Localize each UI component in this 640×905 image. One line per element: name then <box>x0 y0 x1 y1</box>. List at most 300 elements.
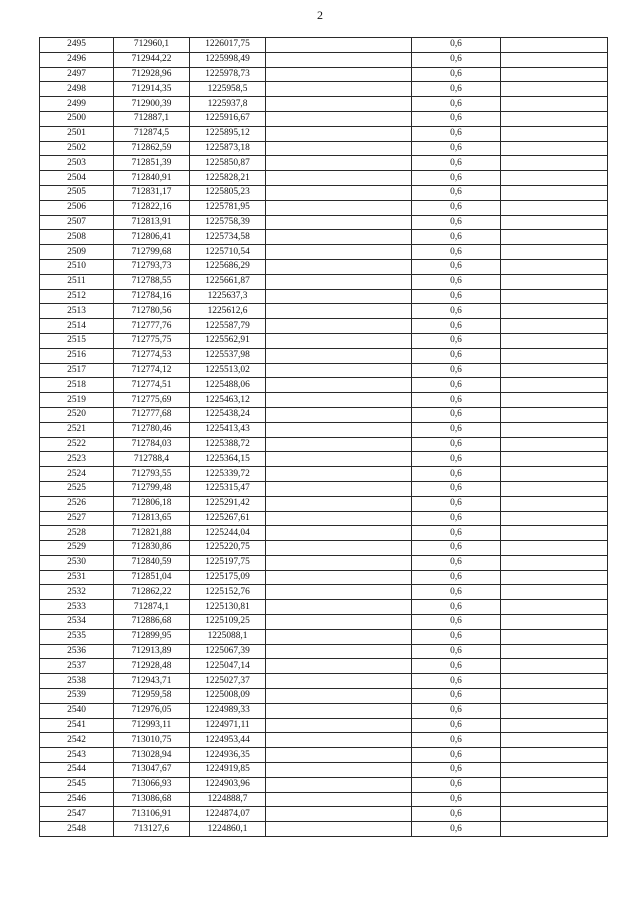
x-coordinate-cell: 712914,35 <box>114 82 190 97</box>
x-coordinate-cell: 712822,16 <box>114 200 190 215</box>
x-coordinate-cell: 712840,59 <box>114 555 190 570</box>
empty-cell <box>501 437 608 452</box>
point-number-cell: 2501 <box>40 126 114 141</box>
point-number-cell: 2523 <box>40 452 114 467</box>
x-coordinate-cell: 712788,4 <box>114 452 190 467</box>
point-number-cell: 2531 <box>40 570 114 585</box>
y-coordinate-cell: 1225413,43 <box>190 422 266 437</box>
point-number-cell: 2534 <box>40 615 114 630</box>
empty-cell <box>501 289 608 304</box>
accuracy-cell: 0,6 <box>412 185 501 200</box>
empty-cell <box>266 777 412 792</box>
y-coordinate-cell: 1224919,85 <box>190 763 266 778</box>
point-number-cell: 2525 <box>40 481 114 496</box>
point-number-cell: 2535 <box>40 629 114 644</box>
empty-cell <box>266 792 412 807</box>
point-number-cell: 2533 <box>40 600 114 615</box>
accuracy-cell: 0,6 <box>412 659 501 674</box>
empty-cell <box>501 407 608 422</box>
table-row <box>40 689 608 704</box>
accuracy-cell: 0,6 <box>412 585 501 600</box>
accuracy-cell: 0,6 <box>412 570 501 585</box>
x-coordinate-cell: 712840,91 <box>114 171 190 186</box>
point-number-cell: 2508 <box>40 230 114 245</box>
point-number-cell: 2537 <box>40 659 114 674</box>
y-coordinate-cell: 1225027,37 <box>190 674 266 689</box>
empty-cell <box>266 348 412 363</box>
accuracy-cell: 0,6 <box>412 600 501 615</box>
x-coordinate-cell: 712960,1 <box>114 38 190 53</box>
table-row <box>40 156 608 171</box>
empty-cell <box>501 422 608 437</box>
empty-cell <box>266 422 412 437</box>
accuracy-cell: 0,6 <box>412 333 501 348</box>
table-row <box>40 230 608 245</box>
empty-cell <box>266 600 412 615</box>
empty-cell <box>501 52 608 67</box>
empty-cell <box>501 600 608 615</box>
table-row <box>40 185 608 200</box>
point-number-cell: 2496 <box>40 52 114 67</box>
point-number-cell: 2495 <box>40 38 114 53</box>
empty-cell <box>266 452 412 467</box>
empty-cell <box>266 141 412 156</box>
x-coordinate-cell: 712959,58 <box>114 689 190 704</box>
y-coordinate-cell: 1225828,21 <box>190 171 266 186</box>
x-coordinate-cell: 712793,73 <box>114 259 190 274</box>
y-coordinate-cell: 1224903,96 <box>190 777 266 792</box>
point-number-cell: 2529 <box>40 541 114 556</box>
accuracy-cell: 0,6 <box>412 733 501 748</box>
point-number-cell: 2530 <box>40 555 114 570</box>
table-row <box>40 777 608 792</box>
point-number-cell: 2536 <box>40 644 114 659</box>
empty-cell <box>266 67 412 82</box>
accuracy-cell: 0,6 <box>412 467 501 482</box>
x-coordinate-cell: 712784,16 <box>114 289 190 304</box>
x-coordinate-cell: 712913,89 <box>114 644 190 659</box>
x-coordinate-cell: 712788,55 <box>114 274 190 289</box>
table-row <box>40 171 608 186</box>
y-coordinate-cell: 1225734,58 <box>190 230 266 245</box>
empty-cell <box>266 363 412 378</box>
point-number-cell: 2507 <box>40 215 114 230</box>
x-coordinate-cell: 713086,68 <box>114 792 190 807</box>
x-coordinate-cell: 712813,91 <box>114 215 190 230</box>
x-coordinate-cell: 712777,68 <box>114 407 190 422</box>
accuracy-cell: 0,6 <box>412 171 501 186</box>
y-coordinate-cell: 1225998,49 <box>190 52 266 67</box>
x-coordinate-cell: 712813,65 <box>114 511 190 526</box>
accuracy-cell: 0,6 <box>412 674 501 689</box>
empty-cell <box>266 718 412 733</box>
y-coordinate-cell: 1225637,3 <box>190 289 266 304</box>
x-coordinate-cell: 712774,53 <box>114 348 190 363</box>
accuracy-cell: 0,6 <box>412 111 501 126</box>
accuracy-cell: 0,6 <box>412 615 501 630</box>
accuracy-cell: 0,6 <box>412 259 501 274</box>
y-coordinate-cell: 1225438,24 <box>190 407 266 422</box>
table-row <box>40 437 608 452</box>
table-row <box>40 111 608 126</box>
y-coordinate-cell: 1225612,6 <box>190 304 266 319</box>
empty-cell <box>501 363 608 378</box>
empty-cell <box>501 703 608 718</box>
accuracy-cell: 0,6 <box>412 541 501 556</box>
x-coordinate-cell: 712784,03 <box>114 437 190 452</box>
y-coordinate-cell: 1225130,81 <box>190 600 266 615</box>
empty-cell <box>266 111 412 126</box>
empty-cell <box>501 674 608 689</box>
empty-cell <box>501 541 608 556</box>
y-coordinate-cell: 1225088,1 <box>190 629 266 644</box>
accuracy-cell: 0,6 <box>412 689 501 704</box>
empty-cell <box>266 38 412 53</box>
x-coordinate-cell: 713047,67 <box>114 763 190 778</box>
table-row <box>40 481 608 496</box>
table-row <box>40 393 608 408</box>
empty-cell <box>266 319 412 334</box>
empty-cell <box>501 319 608 334</box>
x-coordinate-cell: 712775,75 <box>114 333 190 348</box>
x-coordinate-cell: 712887,1 <box>114 111 190 126</box>
x-coordinate-cell: 712793,55 <box>114 467 190 482</box>
x-coordinate-cell: 712830,86 <box>114 541 190 556</box>
empty-cell <box>266 644 412 659</box>
empty-cell <box>266 52 412 67</box>
table-row <box>40 259 608 274</box>
point-number-cell: 2546 <box>40 792 114 807</box>
empty-cell <box>501 215 608 230</box>
empty-cell <box>501 38 608 53</box>
point-number-cell: 2538 <box>40 674 114 689</box>
empty-cell <box>501 585 608 600</box>
empty-cell <box>501 481 608 496</box>
accuracy-cell: 0,6 <box>412 304 501 319</box>
point-number-cell: 2548 <box>40 822 114 837</box>
point-number-cell: 2519 <box>40 393 114 408</box>
empty-cell <box>501 496 608 511</box>
empty-cell <box>501 615 608 630</box>
empty-cell <box>266 822 412 837</box>
empty-cell <box>266 674 412 689</box>
accuracy-cell: 0,6 <box>412 215 501 230</box>
point-number-cell: 2521 <box>40 422 114 437</box>
point-number-cell: 2503 <box>40 156 114 171</box>
table-row <box>40 807 608 822</box>
accuracy-cell: 0,6 <box>412 644 501 659</box>
accuracy-cell: 0,6 <box>412 437 501 452</box>
accuracy-cell: 0,6 <box>412 629 501 644</box>
empty-cell <box>501 126 608 141</box>
accuracy-cell: 0,6 <box>412 38 501 53</box>
accuracy-cell: 0,6 <box>412 526 501 541</box>
y-coordinate-cell: 1225805,23 <box>190 185 266 200</box>
point-number-cell: 2545 <box>40 777 114 792</box>
accuracy-cell: 0,6 <box>412 82 501 97</box>
accuracy-cell: 0,6 <box>412 230 501 245</box>
point-number-cell: 2498 <box>40 82 114 97</box>
table-row <box>40 585 608 600</box>
accuracy-cell: 0,6 <box>412 319 501 334</box>
x-coordinate-cell: 712862,22 <box>114 585 190 600</box>
empty-cell <box>266 407 412 422</box>
y-coordinate-cell: 1225686,29 <box>190 259 266 274</box>
accuracy-cell: 0,6 <box>412 511 501 526</box>
accuracy-cell: 0,6 <box>412 156 501 171</box>
table-row <box>40 141 608 156</box>
accuracy-cell: 0,6 <box>412 393 501 408</box>
y-coordinate-cell: 1225978,73 <box>190 67 266 82</box>
table-row <box>40 200 608 215</box>
x-coordinate-cell: 712886,68 <box>114 615 190 630</box>
y-coordinate-cell: 1224953,44 <box>190 733 266 748</box>
x-coordinate-cell: 712806,41 <box>114 230 190 245</box>
table-row <box>40 822 608 837</box>
accuracy-cell: 0,6 <box>412 126 501 141</box>
empty-cell <box>501 393 608 408</box>
x-coordinate-cell: 712780,46 <box>114 422 190 437</box>
empty-cell <box>501 230 608 245</box>
table-row <box>40 541 608 556</box>
y-coordinate-cell: 1225958,5 <box>190 82 266 97</box>
x-coordinate-cell: 712821,88 <box>114 526 190 541</box>
table-row <box>40 304 608 319</box>
y-coordinate-cell: 1225758,39 <box>190 215 266 230</box>
point-number-cell: 2512 <box>40 289 114 304</box>
table-row <box>40 452 608 467</box>
accuracy-cell: 0,6 <box>412 763 501 778</box>
point-number-cell: 2500 <box>40 111 114 126</box>
empty-cell <box>266 126 412 141</box>
x-coordinate-cell: 712799,68 <box>114 245 190 260</box>
empty-cell <box>266 437 412 452</box>
y-coordinate-cell: 1225710,54 <box>190 245 266 260</box>
empty-cell <box>501 185 608 200</box>
accuracy-cell: 0,6 <box>412 703 501 718</box>
empty-cell <box>501 822 608 837</box>
point-number-cell: 2499 <box>40 97 114 112</box>
y-coordinate-cell: 1225244,04 <box>190 526 266 541</box>
empty-cell <box>266 378 412 393</box>
page-number: 2 <box>317 8 323 22</box>
empty-cell <box>501 555 608 570</box>
empty-cell <box>501 245 608 260</box>
point-number-cell: 2541 <box>40 718 114 733</box>
table-row <box>40 215 608 230</box>
empty-cell <box>266 230 412 245</box>
table-row <box>40 38 608 53</box>
y-coordinate-cell: 1225513,02 <box>190 363 266 378</box>
table-row <box>40 763 608 778</box>
point-number-cell: 2505 <box>40 185 114 200</box>
x-coordinate-cell: 713106,91 <box>114 807 190 822</box>
accuracy-cell: 0,6 <box>412 407 501 422</box>
accuracy-cell: 0,6 <box>412 52 501 67</box>
y-coordinate-cell: 1224874,07 <box>190 807 266 822</box>
accuracy-cell: 0,6 <box>412 748 501 763</box>
accuracy-cell: 0,6 <box>412 200 501 215</box>
empty-cell <box>501 629 608 644</box>
x-coordinate-cell: 712780,56 <box>114 304 190 319</box>
empty-cell <box>501 274 608 289</box>
table-row <box>40 97 608 112</box>
y-coordinate-cell: 1225339,72 <box>190 467 266 482</box>
point-number-cell: 2516 <box>40 348 114 363</box>
empty-cell <box>501 111 608 126</box>
empty-cell <box>266 615 412 630</box>
point-number-cell: 2527 <box>40 511 114 526</box>
x-coordinate-cell: 712774,51 <box>114 378 190 393</box>
empty-cell <box>501 689 608 704</box>
empty-cell <box>266 467 412 482</box>
table-row <box>40 245 608 260</box>
table-row <box>40 348 608 363</box>
y-coordinate-cell: 1225537,98 <box>190 348 266 363</box>
y-coordinate-cell: 1225109,25 <box>190 615 266 630</box>
empty-cell <box>501 156 608 171</box>
empty-cell <box>501 526 608 541</box>
point-number-cell: 2504 <box>40 171 114 186</box>
point-number-cell: 2539 <box>40 689 114 704</box>
y-coordinate-cell: 1225047,14 <box>190 659 266 674</box>
empty-cell <box>266 200 412 215</box>
empty-cell <box>266 763 412 778</box>
accuracy-cell: 0,6 <box>412 822 501 837</box>
point-number-cell: 2511 <box>40 274 114 289</box>
empty-cell <box>501 141 608 156</box>
y-coordinate-cell: 1226017,75 <box>190 38 266 53</box>
empty-cell <box>501 763 608 778</box>
accuracy-cell: 0,6 <box>412 348 501 363</box>
empty-cell <box>266 659 412 674</box>
x-coordinate-cell: 712806,18 <box>114 496 190 511</box>
empty-cell <box>501 718 608 733</box>
table-row <box>40 363 608 378</box>
y-coordinate-cell: 1225488,06 <box>190 378 266 393</box>
empty-cell <box>266 215 412 230</box>
coordinates-table <box>39 37 608 837</box>
y-coordinate-cell: 1224936,35 <box>190 748 266 763</box>
empty-cell <box>501 333 608 348</box>
y-coordinate-cell: 1225291,42 <box>190 496 266 511</box>
empty-cell <box>501 97 608 112</box>
point-number-cell: 2540 <box>40 703 114 718</box>
table-body <box>40 38 608 837</box>
empty-cell <box>266 541 412 556</box>
table-row <box>40 748 608 763</box>
y-coordinate-cell: 1224888,7 <box>190 792 266 807</box>
empty-cell <box>501 659 608 674</box>
empty-cell <box>266 259 412 274</box>
point-number-cell: 2514 <box>40 319 114 334</box>
table-row <box>40 126 608 141</box>
y-coordinate-cell: 1225873,18 <box>190 141 266 156</box>
table-row <box>40 422 608 437</box>
y-coordinate-cell: 1225197,75 <box>190 555 266 570</box>
y-coordinate-cell: 1225587,79 <box>190 319 266 334</box>
x-coordinate-cell: 712943,71 <box>114 674 190 689</box>
x-coordinate-cell: 712851,04 <box>114 570 190 585</box>
table-row <box>40 82 608 97</box>
y-coordinate-cell: 1224989,33 <box>190 703 266 718</box>
empty-cell <box>266 171 412 186</box>
table-row <box>40 703 608 718</box>
empty-cell <box>501 467 608 482</box>
table-row <box>40 407 608 422</box>
x-coordinate-cell: 712993,11 <box>114 718 190 733</box>
y-coordinate-cell: 1225661,87 <box>190 274 266 289</box>
table-row <box>40 467 608 482</box>
empty-cell <box>501 171 608 186</box>
accuracy-cell: 0,6 <box>412 274 501 289</box>
point-number-cell: 2517 <box>40 363 114 378</box>
empty-cell <box>501 304 608 319</box>
point-number-cell: 2542 <box>40 733 114 748</box>
x-coordinate-cell: 712874,5 <box>114 126 190 141</box>
table-row <box>40 67 608 82</box>
x-coordinate-cell: 712862,59 <box>114 141 190 156</box>
accuracy-cell: 0,6 <box>412 792 501 807</box>
point-number-cell: 2524 <box>40 467 114 482</box>
x-coordinate-cell: 712799,48 <box>114 481 190 496</box>
table-row <box>40 333 608 348</box>
y-coordinate-cell: 1225008,09 <box>190 689 266 704</box>
y-coordinate-cell: 1225152,76 <box>190 585 266 600</box>
empty-cell <box>501 511 608 526</box>
x-coordinate-cell: 713066,93 <box>114 777 190 792</box>
x-coordinate-cell: 712851,39 <box>114 156 190 171</box>
x-coordinate-cell: 713127,6 <box>114 822 190 837</box>
x-coordinate-cell: 712944,22 <box>114 52 190 67</box>
x-coordinate-cell: 712928,48 <box>114 659 190 674</box>
y-coordinate-cell: 1225067,39 <box>190 644 266 659</box>
x-coordinate-cell: 712874,1 <box>114 600 190 615</box>
accuracy-cell: 0,6 <box>412 807 501 822</box>
y-coordinate-cell: 1225267,61 <box>190 511 266 526</box>
empty-cell <box>266 304 412 319</box>
empty-cell <box>266 526 412 541</box>
empty-cell <box>501 777 608 792</box>
y-coordinate-cell: 1225562,91 <box>190 333 266 348</box>
empty-cell <box>266 703 412 718</box>
table-row <box>40 511 608 526</box>
point-number-cell: 2497 <box>40 67 114 82</box>
x-coordinate-cell: 712900,39 <box>114 97 190 112</box>
table-row <box>40 792 608 807</box>
table-row <box>40 615 608 630</box>
x-coordinate-cell: 712774,12 <box>114 363 190 378</box>
point-number-cell: 2513 <box>40 304 114 319</box>
empty-cell <box>266 289 412 304</box>
y-coordinate-cell: 1224971,11 <box>190 718 266 733</box>
accuracy-cell: 0,6 <box>412 481 501 496</box>
table-row <box>40 659 608 674</box>
point-number-cell: 2515 <box>40 333 114 348</box>
x-coordinate-cell: 712831,17 <box>114 185 190 200</box>
empty-cell <box>266 156 412 171</box>
table-row <box>40 496 608 511</box>
empty-cell <box>501 259 608 274</box>
empty-cell <box>501 348 608 363</box>
y-coordinate-cell: 1225175,09 <box>190 570 266 585</box>
table-row <box>40 274 608 289</box>
empty-cell <box>266 97 412 112</box>
empty-cell <box>266 748 412 763</box>
empty-cell <box>266 689 412 704</box>
point-number-cell: 2520 <box>40 407 114 422</box>
empty-cell <box>266 733 412 748</box>
